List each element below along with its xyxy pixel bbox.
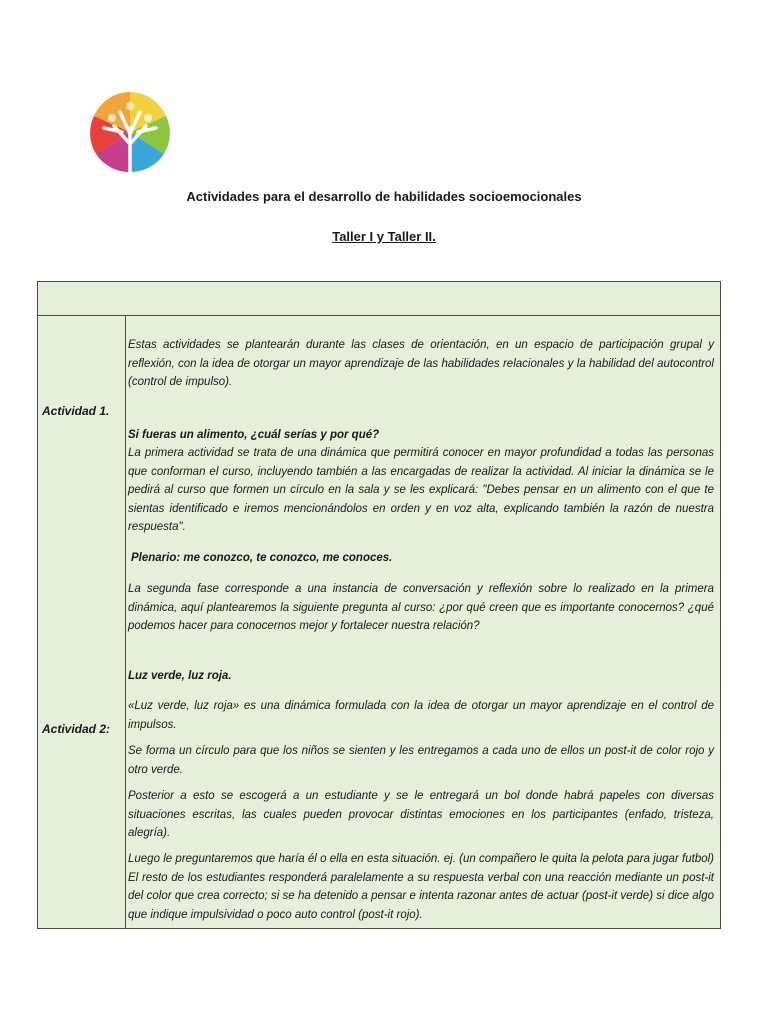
activity-2-paragraph-2: Se forma un círculo para que los niños se sienten y les entregamos a cada uno de ellos un post-it de color rojo y otro verde.	[128, 745, 714, 776]
activity-label-column	[38, 316, 126, 928]
document-subtitle: Taller I y Taller II.	[332, 229, 436, 244]
activity-1-plenario-heading: Plenario: me conozco, te conozco, me conoces.	[131, 552, 393, 564]
activity-1-paragraph: La primera actividad se trata de una dinámica que permitirá conocer en mayor profundidad a todas las personas que conforman el curso, incluyendo también a las encargadas de realizar la actividad. Al iniciar la dinámica se le pedirá al curso que formen un círculo en la sala y se les explicará: "Debes pensar en un alimento con el que te sientas identificado e iremos mencionándolos en orden y en voz alta, explicando también la razón de nuestra respuesta".	[128, 447, 714, 533]
tree-logo-icon	[86, 88, 174, 176]
activity-2-paragraph-4: Luego le preguntaremos que haría él o ella en esta situación. ej. (un compañero le quita la pelota para jugar futbol) El resto de los estudiantes responderá paralelamente a su respuesta verbal con una reacción mediante un post-it del color que crea correcto; si se ha detenido a pensar e intenta razonar antes de actuar (post-it verde) si dice algo que indique impulsividad o poco auto control (post-it rojo).	[128, 853, 714, 921]
intro-paragraph: Estas actividades se plantearán durante las clases de orientación, en un espacio de participación grupal y reflexión, con la idea de otorgar un mayor aprendizaje de las habilidades relacionales y la habilidad del autocontrol (control de impulso).	[128, 339, 714, 388]
activity-2-paragraph-1: «Luz verde, luz roja» es una dinámica formulada con la idea de otorgar un mayor aprendizaje en el control de impulsos.	[128, 700, 714, 731]
activity-2-label: Actividad 2:	[42, 722, 111, 736]
activity-1-heading: Si fueras un alimento, ¿cuál serías y por qué?	[128, 429, 380, 441]
activity-1-label: Actividad 1.	[42, 404, 110, 418]
table-header-row	[38, 282, 720, 316]
activity-content-column	[128, 316, 714, 928]
activity-1-phase-2-paragraph: La segunda fase corresponde a una instancia de conversación y reflexión sobre lo realizado en la primera dinámica, aquí plantearemos la siguiente pregunta al curso: ¿por qué creen que es importante conocernos? ¿qué podemos hacer para conocernos mejor y fortalecer nuestra relación?	[128, 583, 714, 632]
activity-2-heading: Luz verde, luz roja.	[128, 670, 232, 682]
activities-table	[37, 281, 721, 929]
activity-2-paragraph-3: Posterior a esto se escogerá a un estudiante y se le entregará un bol donde habrá papeles con diversas situaciones escritas, las cuales pueden provocar distintas emociones en los participantes (enfado, tristeza, alegría).	[128, 790, 714, 839]
document-title: Actividades para el desarrollo de habilidades socioemocionales	[186, 189, 582, 204]
